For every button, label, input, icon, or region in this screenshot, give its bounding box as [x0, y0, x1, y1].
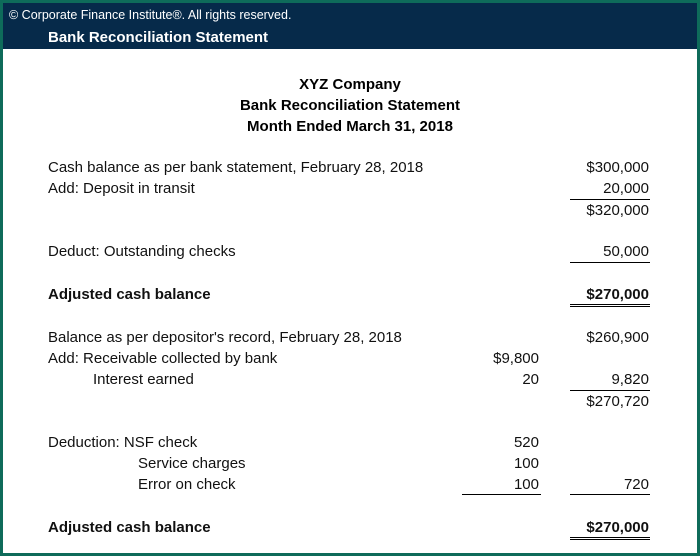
service-charges-amount: 100 [513, 455, 539, 472]
book-balance-label: Balance as per depositor's record, February 28, 2018 [48, 329, 402, 346]
book-subtotal-row [3, 391, 697, 412]
bank-balance-label: Cash balance as per bank statement, February 28, 2018 [48, 159, 424, 176]
bank-balance-amount: $300,000 [586, 159, 649, 176]
deposit-in-transit-amount: 20,000 [603, 180, 649, 197]
receivable-label: Add: Receivable collected by bank [48, 350, 278, 367]
subtotal-rule [570, 262, 650, 263]
header-title: Bank Reconciliation Statement [48, 29, 269, 46]
bank-subtotal-row [3, 200, 697, 221]
service-charges-label: Service charges [138, 455, 246, 472]
book-subtotal-amount: $270,720 [586, 393, 649, 410]
statement-period: Month Ended March 31, 2018 [247, 118, 453, 135]
total-double-rule [570, 537, 650, 540]
add-total-amount: 9,820 [611, 371, 649, 388]
bank-adjusted-amount: $270,000 [586, 286, 649, 303]
nsf-label: Deduction: NSF check [48, 434, 198, 451]
interest-amount: 20 [522, 371, 539, 388]
receivable-amount: $9,800 [493, 350, 539, 367]
outstanding-checks-amount: 50,000 [603, 243, 649, 260]
book-balance-row [3, 327, 697, 348]
book-adjusted-label: Adjusted cash balance [48, 519, 211, 536]
interest-row [3, 369, 697, 390]
bank-balance-row [3, 157, 697, 178]
subtotal-rule [462, 494, 541, 495]
nsf-amount: 520 [513, 434, 539, 451]
nsf-row [3, 432, 697, 453]
header-bar [3, 3, 697, 49]
copyright-notice: © Corporate Finance Institute®. All rights reserved. [9, 8, 292, 22]
error-on-check-row [3, 474, 697, 495]
book-balance-amount: $260,900 [586, 329, 649, 346]
interest-label: Interest earned [93, 371, 194, 388]
error-on-check-amount: 100 [513, 476, 539, 493]
receivable-row [3, 348, 697, 369]
subtotal-rule [570, 494, 650, 495]
outstanding-checks-row [3, 241, 697, 262]
company-name: XYZ Company [299, 76, 401, 93]
bank-adjusted-label: Adjusted cash balance [48, 286, 211, 303]
statement-heading [3, 74, 697, 137]
bank-adjusted-row [3, 284, 697, 305]
error-on-check-label: Error on check [138, 476, 236, 493]
total-double-rule [570, 304, 650, 307]
deposit-in-transit-label: Add: Deposit in transit [48, 180, 195, 197]
service-charges-row [3, 453, 697, 474]
statement-title: Bank Reconciliation Statement [239, 97, 461, 114]
bank-subtotal-amount: $320,000 [586, 202, 649, 219]
deduction-total-amount: 720 [623, 476, 649, 493]
book-adjusted-amount: $270,000 [586, 519, 649, 536]
book-adjusted-row [3, 517, 697, 538]
deposit-in-transit-row [3, 178, 697, 199]
outstanding-checks-label: Deduct: Outstanding checks [48, 243, 236, 260]
